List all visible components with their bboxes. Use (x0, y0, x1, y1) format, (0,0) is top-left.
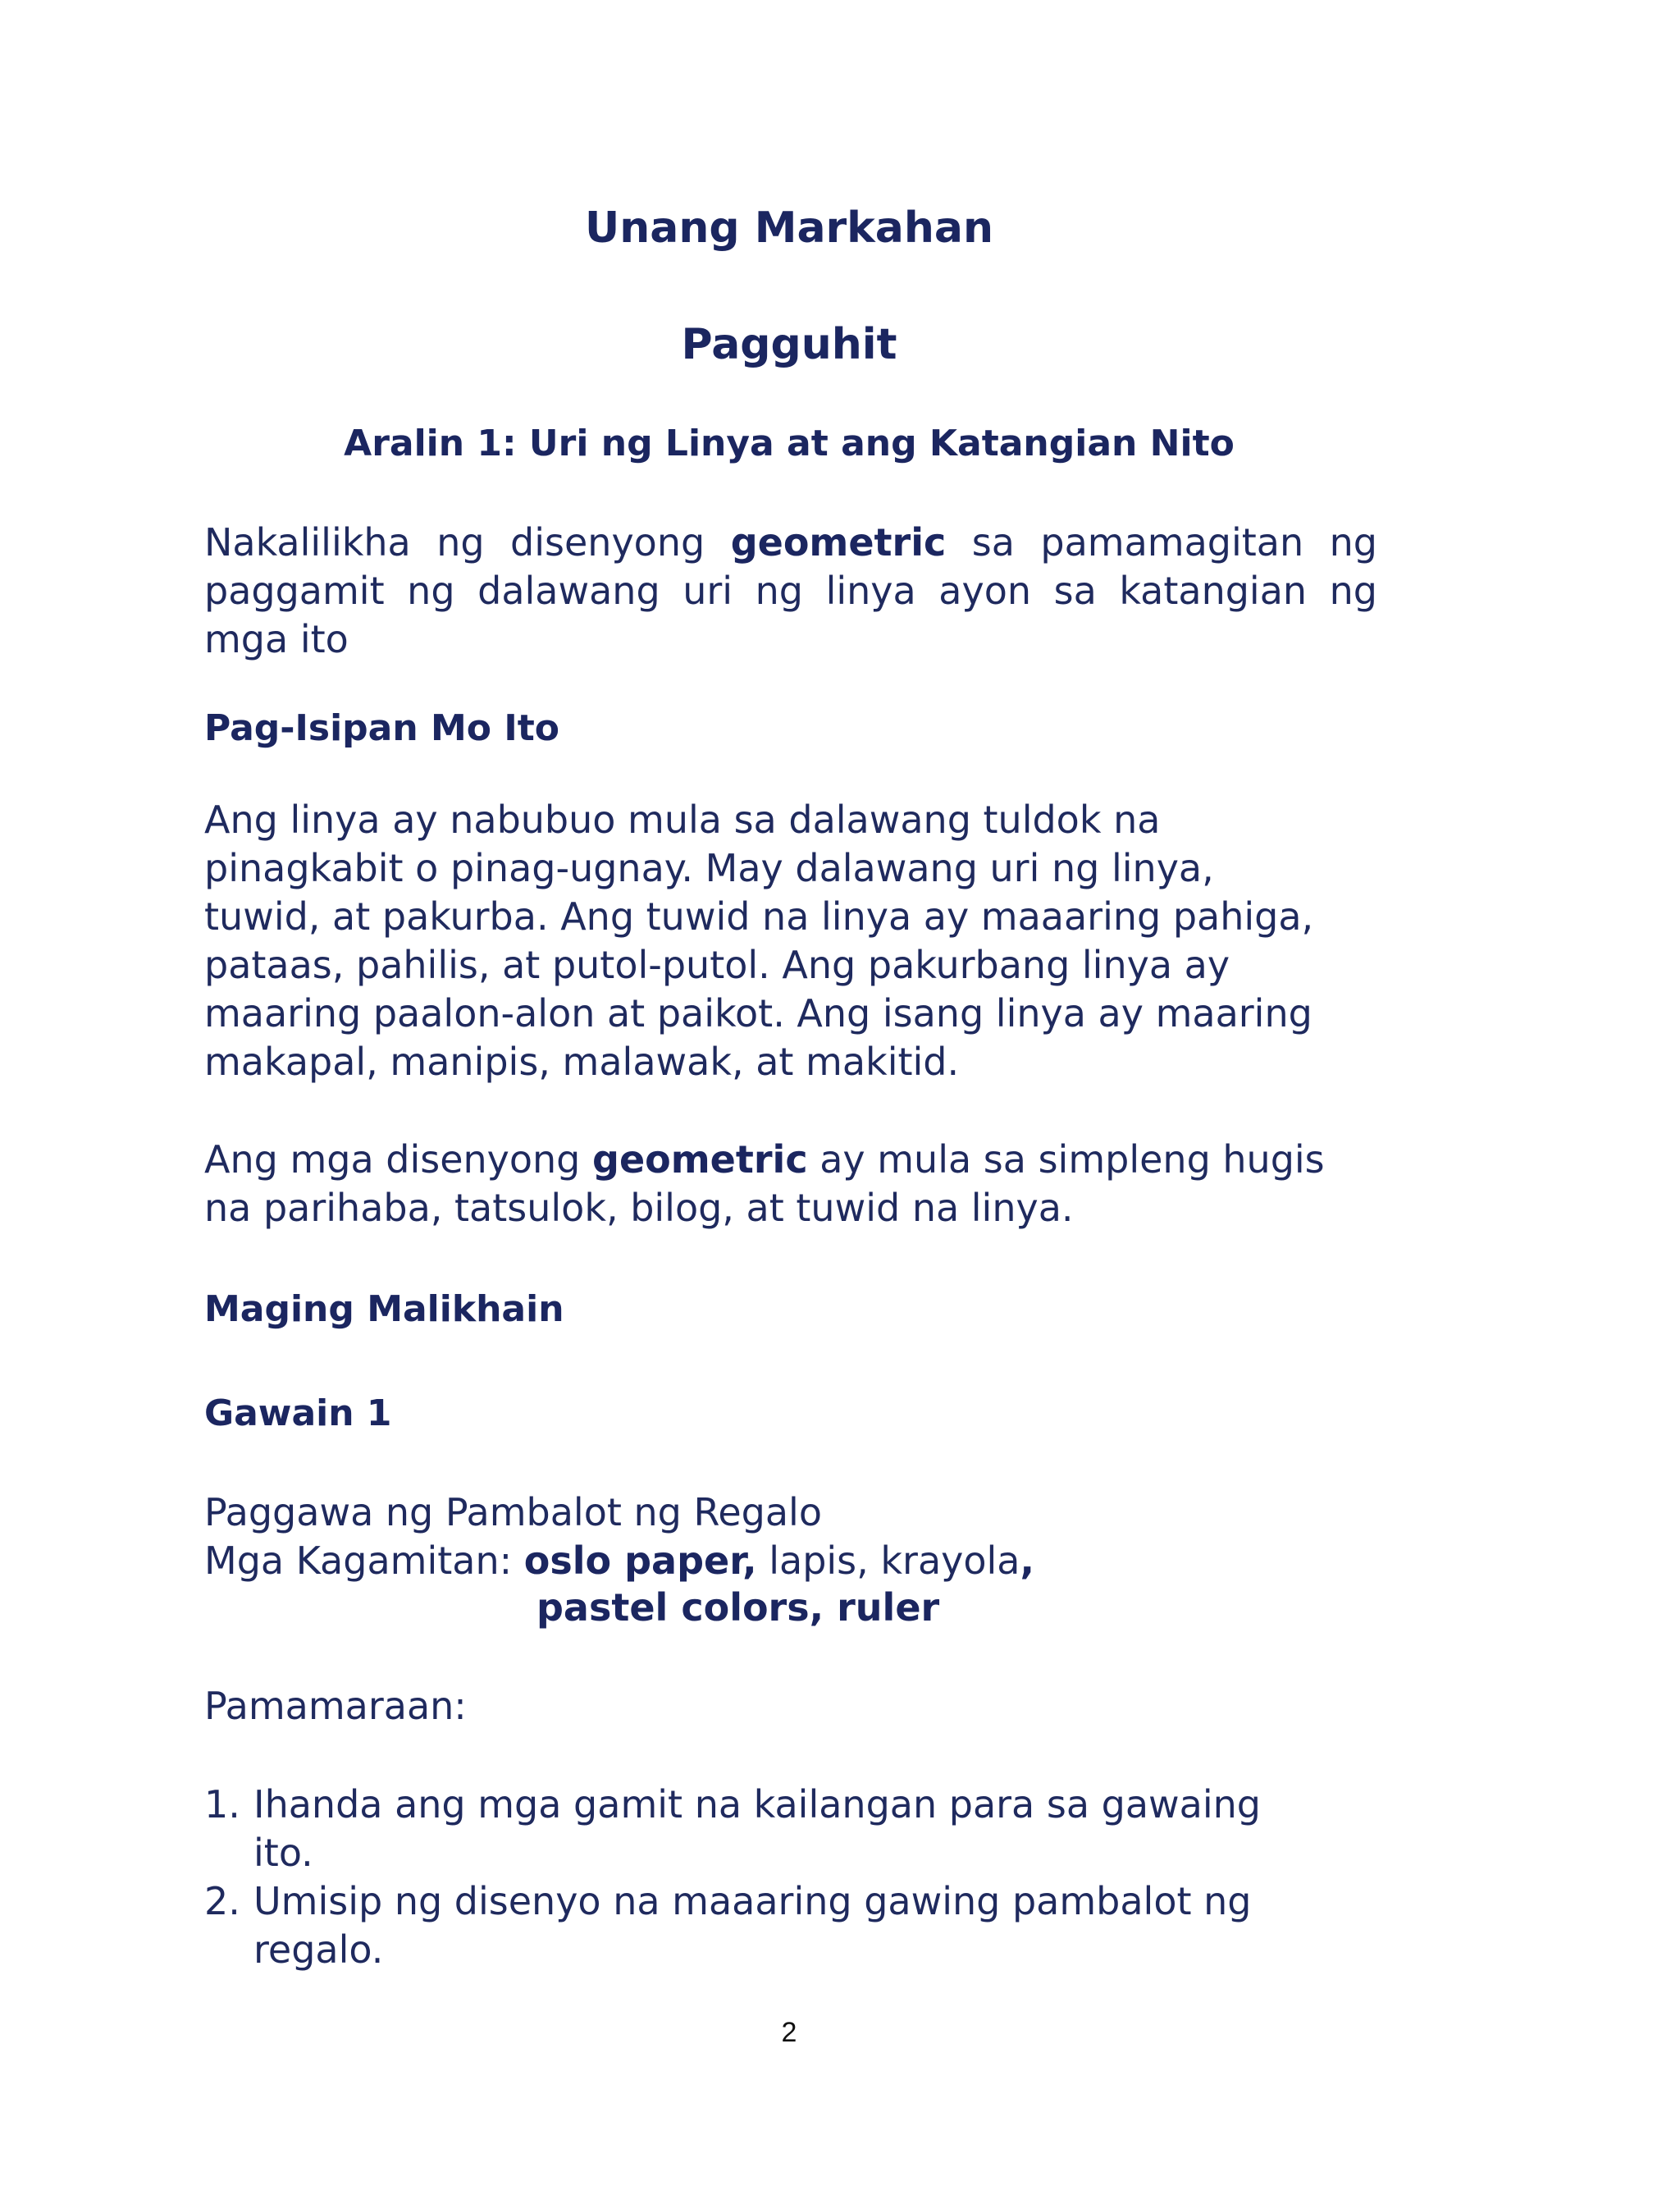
materials-label: Mga Kagamitan: (204, 1538, 524, 1583)
think-line: pinagkabit o pinag-ugnay. May dalawang uri ng linya, (204, 846, 1214, 890)
list-item (204, 1877, 1353, 1974)
think-line: Ang linya ay nabubuo mula sa dalawang tuldok na (204, 798, 1161, 842)
geometric-text-part2: ay mula sa simpleng hugis (807, 1137, 1325, 1182)
activity-heading: Gawain 1 (204, 1392, 392, 1434)
think-heading: Pag-Isipan Mo Ito (204, 707, 559, 749)
think-line: pataas, pahilis, at putol-putol. Ang pakurbang linya ay (204, 943, 1230, 987)
geometric-line-1 (204, 1136, 1377, 1184)
materials-comma: , (1020, 1538, 1034, 1583)
step-line: regalo. (253, 1927, 384, 1972)
think-paragraph (204, 796, 1377, 1086)
quarter-heading: Unang Markahan (585, 203, 993, 253)
page-number: 2 (781, 2017, 797, 2048)
intro-text-part2: sa pamamagitan ng paggamit ng dalawang uri ng linya ayon sa katangian ng mga ito (204, 520, 1377, 661)
intro-text-part1: Nakalilikha ng disenyong (204, 520, 731, 565)
materials-rest: lapis, krayola (756, 1538, 1020, 1583)
step-line: Ihanda ang mga gamit na kailangan para sa gawaing (253, 1782, 1261, 1827)
activity-details (204, 1488, 1377, 1585)
geometric-text-part1: Ang mga disenyong (204, 1137, 593, 1182)
geometric-paragraph (204, 1136, 1377, 1232)
method-label: Pamamaraan: (204, 1684, 467, 1728)
step-number: 2. (204, 1879, 240, 1923)
think-line: maaring paalon-alon at paikot. Ang isang linya ay maaring (204, 991, 1312, 1036)
materials-line-2: pastel colors, ruler (536, 1585, 940, 1630)
intro-paragraph (204, 519, 1377, 664)
step-number: 1. (204, 1782, 240, 1827)
materials-line (204, 1537, 1377, 1585)
think-line: tuwid, at pakurba. Ang tuwid na linya ay maaaring pahiga, (204, 894, 1314, 939)
creative-heading: Maging Malikhain (204, 1288, 564, 1330)
think-line: makapal, manipis, malawak, at makitid. (204, 1040, 960, 1084)
activity-title: Paggawa ng Pambalot ng Regalo (204, 1490, 822, 1534)
step-line: Umisip ng disenyo na maaaring gawing pambalot ng (253, 1879, 1252, 1923)
materials-bold-item: oslo paper, (523, 1538, 757, 1583)
subject-heading: Pagguhit (681, 320, 897, 369)
intro-bold-term: geometric (730, 520, 947, 565)
steps-list (204, 1781, 1353, 1974)
step-line: ito. (253, 1831, 313, 1875)
geometric-bold-term: geometric (592, 1137, 808, 1182)
list-item (204, 1781, 1353, 1877)
geometric-line-2: na parihaba, tatsulok, bilog, at tuwid na linya. (204, 1186, 1074, 1230)
lesson-title: Aralin 1: Uri ng Linya at ang Katangian Nito (344, 423, 1235, 464)
